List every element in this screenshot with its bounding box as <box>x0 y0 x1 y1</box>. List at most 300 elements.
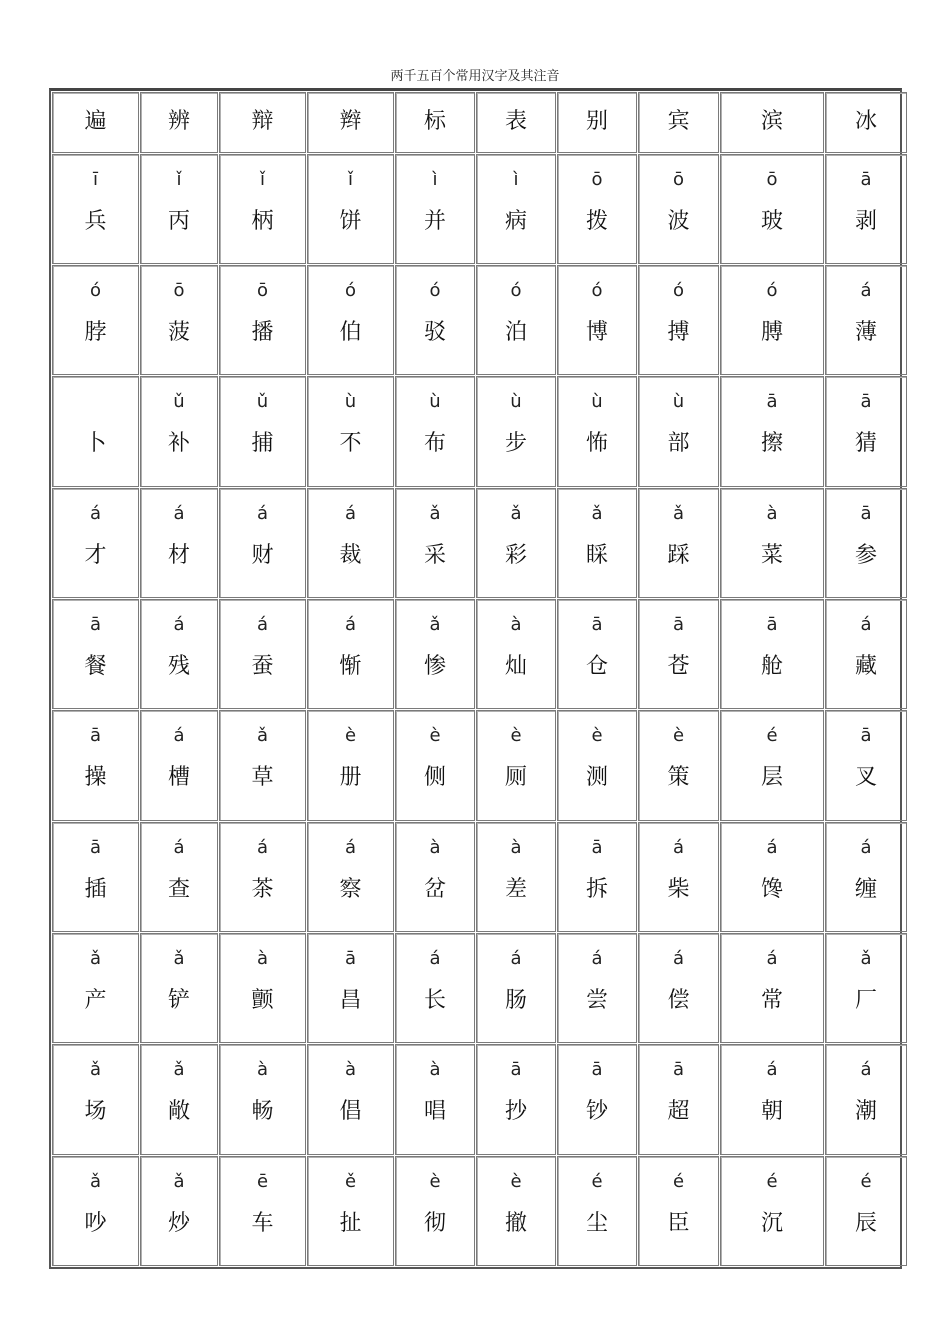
table-cell <box>825 599 907 709</box>
pinyin-tone: ā <box>672 1059 685 1081</box>
character: 产 <box>84 987 107 1013</box>
pinyin-tone: ō <box>766 168 778 190</box>
character: 卜 <box>84 431 107 457</box>
character: 睬 <box>585 542 608 568</box>
character: 不 <box>339 431 362 457</box>
table-cell <box>395 376 475 486</box>
table-cell <box>476 710 556 820</box>
character: 并 <box>423 208 446 234</box>
character: 偿 <box>667 987 690 1013</box>
pinyin-tone: á <box>173 613 185 635</box>
pinyin-tone: á <box>766 947 778 969</box>
pinyin-tone: á <box>429 947 441 969</box>
character: 博 <box>585 320 608 346</box>
table-cell <box>219 710 306 820</box>
table-cell <box>825 822 907 932</box>
character: 茶 <box>251 876 274 902</box>
pinyin-tone: è <box>344 725 357 747</box>
table-cell <box>720 376 824 486</box>
character: 剥 <box>854 208 877 234</box>
table-cell <box>638 933 719 1043</box>
table-cell <box>307 710 394 820</box>
character: 灿 <box>504 653 527 679</box>
table-cell <box>557 154 637 264</box>
character: 柄 <box>251 208 274 234</box>
pinyin-tone: é <box>766 1170 778 1192</box>
pinyin-tone: ā <box>510 1059 522 1081</box>
character: 测 <box>585 765 608 791</box>
pinyin-tone: è <box>429 1170 441 1192</box>
character: 缠 <box>854 876 877 902</box>
pinyin-tone: ā <box>89 613 102 635</box>
pinyin-tone: á <box>344 502 357 524</box>
character: 岔 <box>423 876 446 902</box>
character: 彩 <box>504 542 527 568</box>
pinyin-tone: á <box>89 502 102 524</box>
pinyin-tone: á <box>344 836 357 858</box>
pinyin-tone <box>53 393 138 411</box>
character: 朝 <box>760 1099 783 1125</box>
pinyin-tone: ā <box>860 391 872 413</box>
table-cell <box>52 822 139 932</box>
character: 倡 <box>339 1099 362 1125</box>
pinyin-tone: á <box>256 502 269 524</box>
character: 玻 <box>760 208 783 234</box>
table-cell <box>395 933 475 1043</box>
pinyin-tone: ō <box>173 280 185 302</box>
table-row <box>52 154 907 264</box>
table-cell <box>557 822 637 932</box>
table-cell <box>720 1156 824 1266</box>
character: 钞 <box>585 1099 608 1125</box>
table-cell <box>307 488 394 598</box>
table-cell <box>219 1044 306 1154</box>
character: 捕 <box>251 431 274 457</box>
character: 伯 <box>339 320 362 346</box>
character: 仓 <box>585 653 608 679</box>
table-cell <box>219 599 306 709</box>
character: 布 <box>423 431 446 457</box>
pinyin-tone: ō <box>672 168 684 190</box>
table-row <box>52 933 907 1043</box>
table-cell <box>476 265 556 375</box>
pinyin-tone: ó <box>89 280 101 302</box>
pinyin-tone: ǎ <box>510 502 522 524</box>
table-cell <box>557 265 637 375</box>
character: 叉 <box>854 765 877 791</box>
character: 材 <box>167 542 190 568</box>
pinyin-tone: ǎ <box>173 1170 185 1192</box>
table-cell <box>52 92 139 153</box>
character: 搏 <box>667 320 690 346</box>
pinyin-tone: à <box>510 836 522 858</box>
character: 查 <box>167 876 190 902</box>
pinyin-tone: á <box>860 836 872 858</box>
pinyin-tone: ǎ <box>591 502 603 524</box>
table-cell <box>476 488 556 598</box>
table-cell <box>395 1156 475 1266</box>
character: 常 <box>760 987 783 1013</box>
pinyin-tone: á <box>344 613 357 635</box>
table-cell <box>395 154 475 264</box>
table-row <box>52 1156 907 1266</box>
character: 敞 <box>167 1099 190 1125</box>
table-cell <box>476 1044 556 1154</box>
table-cell <box>140 822 218 932</box>
table-cell <box>825 488 907 598</box>
table-cell <box>720 1044 824 1154</box>
table-row <box>52 1044 907 1154</box>
character: 拨 <box>585 208 608 234</box>
pinyin-tone: ē <box>256 1170 269 1192</box>
table-cell <box>52 154 139 264</box>
character: 扯 <box>339 1210 362 1236</box>
table-cell <box>825 265 907 375</box>
pinyin-tone: ā <box>591 836 603 858</box>
table-cell <box>140 1156 218 1266</box>
character: 畅 <box>251 1099 274 1125</box>
table-cell <box>307 599 394 709</box>
table-cell <box>557 1156 637 1266</box>
table-cell <box>825 933 907 1043</box>
table-cell <box>395 599 475 709</box>
character: 策 <box>667 765 690 791</box>
table-cell <box>140 265 218 375</box>
character: 才 <box>84 542 107 568</box>
pinyin-tone: á <box>766 836 778 858</box>
character: 波 <box>667 208 690 234</box>
character: 侧 <box>423 765 446 791</box>
table-row <box>52 710 907 820</box>
table-cell <box>638 1156 719 1266</box>
pinyin-tone: ě <box>344 1170 357 1192</box>
pinyin-tone: á <box>860 280 872 302</box>
table-cell <box>476 154 556 264</box>
character: 惨 <box>423 653 446 679</box>
table-cell <box>140 376 218 486</box>
character: 察 <box>339 876 362 902</box>
character: 臣 <box>667 1210 690 1236</box>
character: 长 <box>423 987 446 1013</box>
table-cell <box>825 1156 907 1266</box>
character: 宾 <box>667 109 690 135</box>
table-cell <box>140 154 218 264</box>
table-cell <box>720 488 824 598</box>
pinyin-tone: ǎ <box>173 1059 185 1081</box>
pinyin-tone: à <box>510 613 522 635</box>
pinyin-tone: á <box>591 947 603 969</box>
pinyin-tone: é <box>672 1170 685 1192</box>
character: 怖 <box>585 431 608 457</box>
pinyin-tone: ǔ <box>173 391 185 413</box>
pinyin-tone: è <box>591 725 603 747</box>
pinyin-tone: ó <box>672 280 684 302</box>
character: 踩 <box>667 542 690 568</box>
table-cell <box>219 822 306 932</box>
table-cell <box>638 710 719 820</box>
table-cell <box>52 376 139 486</box>
table-cell <box>825 92 907 153</box>
pinyin-tone: ā <box>591 613 603 635</box>
table-cell <box>476 376 556 486</box>
character: 残 <box>167 653 190 679</box>
table-row <box>52 488 907 598</box>
pinyin-tone: é <box>766 725 778 747</box>
pinyin-tone: ǐ <box>176 168 182 190</box>
character: 肠 <box>504 987 527 1013</box>
character: 撤 <box>504 1210 527 1236</box>
character: 标 <box>423 109 446 135</box>
pinyin-tone: ō <box>591 168 603 190</box>
pinyin-tone: á <box>173 725 185 747</box>
pinyin-tone: ó <box>591 280 603 302</box>
pinyin-tone: á <box>672 836 685 858</box>
pinyin-tone: ā <box>860 725 872 747</box>
table-cell <box>52 1044 139 1154</box>
table-cell <box>219 1156 306 1266</box>
pinyin-tone: ó <box>766 280 778 302</box>
character: 舱 <box>760 653 783 679</box>
table-cell <box>307 154 394 264</box>
character: 厂 <box>854 987 877 1013</box>
pinyin-tone: ā <box>591 1059 603 1081</box>
pinyin-tone: ǔ <box>256 391 269 413</box>
character: 丙 <box>167 208 190 234</box>
pinyin-tone: ǎ <box>860 947 872 969</box>
pinyin-tone: ó <box>510 280 522 302</box>
pinyin-tone: ǐ <box>347 168 353 190</box>
pinyin-tone: ù <box>510 391 522 413</box>
character: 场 <box>84 1099 107 1125</box>
pinyin-tone: á <box>860 1059 872 1081</box>
table-cell <box>638 1044 719 1154</box>
pinyin-tone: ā <box>860 502 872 524</box>
character: 补 <box>167 431 190 457</box>
character: 柴 <box>667 876 690 902</box>
table-cell <box>395 710 475 820</box>
table-cell <box>395 822 475 932</box>
pinyin-tone: á <box>672 947 685 969</box>
character: 采 <box>423 542 446 568</box>
character: 遍 <box>84 109 107 135</box>
header-row <box>52 92 907 153</box>
table-cell <box>638 376 719 486</box>
character: 辨 <box>167 109 190 135</box>
pinyin-tone: á <box>256 836 269 858</box>
table-cell <box>307 933 394 1043</box>
pinyin-tone: è <box>510 725 522 747</box>
table-cell <box>557 488 637 598</box>
character: 炒 <box>167 1210 190 1236</box>
character: 辩 <box>251 109 274 135</box>
character: 泊 <box>504 320 527 346</box>
pinyin-tone: ó <box>344 280 356 302</box>
character: 冰 <box>854 109 877 135</box>
pinyin-tone: ā <box>89 725 102 747</box>
pinyin-tone: è <box>672 725 685 747</box>
pinyin-tone: ù <box>672 391 685 413</box>
table-cell <box>307 1044 394 1154</box>
pinyin-tone: ō <box>256 280 268 302</box>
table-cell <box>52 1156 139 1266</box>
table-cell <box>638 488 719 598</box>
pinyin-tone: à <box>429 836 441 858</box>
pinyin-tone: ì <box>513 168 519 190</box>
pinyin-tone: è <box>429 725 441 747</box>
table-cell <box>52 710 139 820</box>
pinyin-tone: ǎ <box>429 613 441 635</box>
pinyin-tone: à <box>256 947 269 969</box>
pinyin-tone: à <box>429 1059 441 1081</box>
table-cell <box>140 710 218 820</box>
table-cell <box>476 599 556 709</box>
character: 病 <box>504 208 527 234</box>
pinyin-tone: ǎ <box>256 725 269 747</box>
character: 抄 <box>504 1099 527 1125</box>
pinyin-tone: à <box>344 1059 357 1081</box>
character: 唱 <box>423 1099 446 1125</box>
character: 草 <box>251 765 274 791</box>
character: 蚕 <box>251 653 274 679</box>
page-title: 两千五百个常用汉字及其注音 <box>390 69 560 84</box>
table-cell <box>720 154 824 264</box>
character: 差 <box>504 876 527 902</box>
character: 部 <box>667 431 690 457</box>
pinyin-tone: ǎ <box>672 502 685 524</box>
pinyin-tone: á <box>173 836 185 858</box>
table-cell <box>52 488 139 598</box>
table-cell <box>638 265 719 375</box>
pinyin-tone: à <box>256 1059 269 1081</box>
pinyin-tone: ǎ <box>89 947 102 969</box>
character: 别 <box>585 109 608 135</box>
character: 吵 <box>84 1210 107 1236</box>
table-cell <box>140 488 218 598</box>
character: 驳 <box>423 320 446 346</box>
character: 厕 <box>504 765 527 791</box>
character: 菠 <box>167 320 190 346</box>
pinyin-tone: é <box>860 1170 872 1192</box>
table-cell <box>219 933 306 1043</box>
table-cell <box>52 599 139 709</box>
pinyin-tone: á <box>173 502 185 524</box>
pinyin-tone: ó <box>429 280 441 302</box>
character-table-frame <box>49 88 902 1269</box>
table-cell <box>557 710 637 820</box>
pinyin-tone: ī <box>92 168 98 190</box>
table-cell <box>557 92 637 153</box>
table-cell <box>219 488 306 598</box>
character: 饼 <box>339 208 362 234</box>
pinyin-tone: ǐ <box>259 168 265 190</box>
table-cell <box>720 710 824 820</box>
table-cell <box>140 1044 218 1154</box>
character: 藏 <box>854 653 877 679</box>
table-cell <box>395 488 475 598</box>
table-cell <box>140 92 218 153</box>
table-cell <box>476 92 556 153</box>
table-row <box>52 376 907 486</box>
character: 裁 <box>339 542 362 568</box>
pinyin-tone: ù <box>344 391 357 413</box>
table-cell <box>307 822 394 932</box>
table-cell <box>307 376 394 486</box>
character: 潮 <box>854 1099 877 1125</box>
character-table <box>51 91 908 1267</box>
character: 苍 <box>667 653 690 679</box>
table-cell <box>638 822 719 932</box>
character: 辫 <box>339 109 362 135</box>
table-cell <box>825 710 907 820</box>
character: 擦 <box>760 431 783 457</box>
character: 超 <box>667 1099 690 1125</box>
character: 插 <box>84 876 107 902</box>
table-cell <box>825 154 907 264</box>
character: 昌 <box>339 987 362 1013</box>
character: 表 <box>504 109 527 135</box>
table-cell <box>219 265 306 375</box>
character: 沉 <box>760 1210 783 1236</box>
table-cell <box>557 933 637 1043</box>
pinyin-tone: à <box>766 502 778 524</box>
table-cell <box>52 265 139 375</box>
character: 兵 <box>84 208 107 234</box>
character: 菜 <box>760 542 783 568</box>
pinyin-tone: ǎ <box>173 947 185 969</box>
character: 播 <box>251 320 274 346</box>
table-row <box>52 265 907 375</box>
character: 尘 <box>585 1210 608 1236</box>
table-cell <box>219 376 306 486</box>
character: 操 <box>84 765 107 791</box>
table-cell <box>720 933 824 1043</box>
pinyin-tone: á <box>510 947 522 969</box>
character: 步 <box>504 431 527 457</box>
character: 层 <box>760 765 783 791</box>
pinyin-tone: á <box>256 613 269 635</box>
character: 槽 <box>167 765 190 791</box>
pinyin-tone: á <box>860 613 872 635</box>
pinyin-tone: é <box>591 1170 603 1192</box>
pinyin-tone: ǎ <box>429 502 441 524</box>
table-cell <box>476 933 556 1043</box>
table-cell <box>476 822 556 932</box>
pinyin-tone: ā <box>766 613 778 635</box>
pinyin-tone: ā <box>860 168 872 190</box>
character: 颤 <box>251 987 274 1013</box>
character: 膊 <box>760 320 783 346</box>
table-cell <box>307 265 394 375</box>
character: 册 <box>339 765 362 791</box>
character: 彻 <box>423 1210 446 1236</box>
table-row <box>52 822 907 932</box>
pinyin-tone: ǎ <box>89 1170 102 1192</box>
table-cell <box>307 92 394 153</box>
pinyin-tone: ā <box>344 947 357 969</box>
table-cell <box>638 599 719 709</box>
pinyin-tone: ā <box>766 391 778 413</box>
character: 馋 <box>760 876 783 902</box>
character: 拆 <box>585 876 608 902</box>
character: 餐 <box>84 653 107 679</box>
pinyin-tone: ì <box>432 168 438 190</box>
table-cell <box>825 376 907 486</box>
table-cell <box>638 154 719 264</box>
table-row <box>52 599 907 709</box>
pinyin-tone: ǎ <box>89 1059 102 1081</box>
character: 薄 <box>854 320 877 346</box>
table-cell <box>476 1156 556 1266</box>
